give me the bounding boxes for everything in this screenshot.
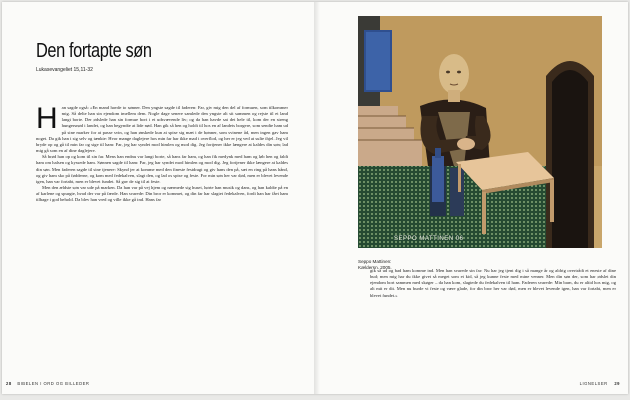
paragraph: Så brød han op og kom til sin far. Mens han endnu var langt borte, så hans far ham, og han fik medynk med ham og løb hen og faldt ham om halsen og kyssede ham. Sønnen sagde til ham: Far, jeg har syndet mod himlen og mod dig. Jeg fortjener ikke længere at kaldes din søn. Men faderen sagde til sine tjenere: Skynd jer at komme med den fineste festdragt og giv hans den på, sæt en ring på hans hånd, og giv ham sko på fødderne, og kom med fedekalven, slagt den, og lad os spise og feste. For min søn her var død, men er blevet levende igen, han var fortabt, men er blevet fundet. Så gav de sig til at feste.	[36, 154, 288, 184]
page-gutter	[314, 2, 320, 394]
paragraph: Men den ældste søn var ude på marken. Da han var på vej hjem og nærmede sig huset, hørte han musik og dans, og han kaldte på en af karlene og spurgte, hvad der var på færde. Han svarede: Din bror er kommet, og din far har slagtet fedekalven, fordi han har fået ham tilbage i god behold. Da blev han vred og ville ikke gå ind. Hans far	[36, 185, 288, 203]
caption-artist: Seppo Mattinen:	[358, 259, 392, 264]
footer-right	[580, 381, 620, 386]
right-text-column	[370, 268, 616, 299]
paragraph: an sagde også: «En mand havde to sønner. Den yngste sagde til faderen: Far, giv mig den del af formuen, som tilkommer mig. Så delte han sin ejendom imellem dem. Nogle dage senere samlede den yngste alt sit sammen og rejste til et land langt borte. Der ødslede han sin formue bort i et udsvævende liv; og da han havde sat det hele til, kom der en streng hungersnød i landet, og han begyndte at lide nød. Han gik så hen og holdt til hos en af landets borgere, som sendte ham ud på sine marker for at passe svin, og han ønskede kun at spise sig mæt i de bønner, som svinene åd, men ingen gav ham noget. Da gik han i sig selv og tænkte: Hvor mange daglejere hos min far har ikke mad i overflod, og her er jeg ved at sulte ihjel. Jeg vil bryde op og gå til min far og sige til ham: Far, jeg har syndet mod himlen og mod dig. Jeg fortjener ikke længere at kaldes din søn; lad mig gå som en af dine daglejere.	[36, 105, 288, 154]
article-title: Den fortapte søn	[36, 40, 152, 62]
section-running-head: LIGNELSER	[579, 381, 608, 386]
page-number: 28	[6, 381, 12, 386]
footer-left	[6, 381, 89, 386]
book-spread	[2, 2, 628, 394]
caption-title: Kældersn. 2005.	[358, 265, 392, 270]
painting-signature: SEPPO MATTINEN 06	[394, 236, 464, 242]
painting-image	[358, 16, 602, 248]
book-title-running-head: BIBELEN I ORD OG BILLEDER	[17, 381, 90, 386]
drop-cap: H	[36, 102, 58, 135]
page-number: 29	[614, 381, 620, 386]
bible-reference: Lukasevangeliet 15,11-32	[36, 67, 93, 73]
paragraph: gik så ud og bad ham komme ind. Men han svarede sin far: Nu har jeg tjent dig i så mange år og aldrig overtrådt et eneste af dine bud; men mig har du ikke givet så meget som et kid, så jeg kunne feste med mine venner. Men din søn der, som har ødslet din ejendom bort sammen med skøger – da han kom, slagtede du fedekalven til ham. Faderen svarede: Min barn, du er altid hos mig, og alt mit er dit. Men nu burde vi feste og være glade, for din bror her var død, men er blevet levende igen, han var fortabt, men er blevet fundet.»	[370, 268, 616, 298]
left-text-column	[36, 102, 288, 204]
